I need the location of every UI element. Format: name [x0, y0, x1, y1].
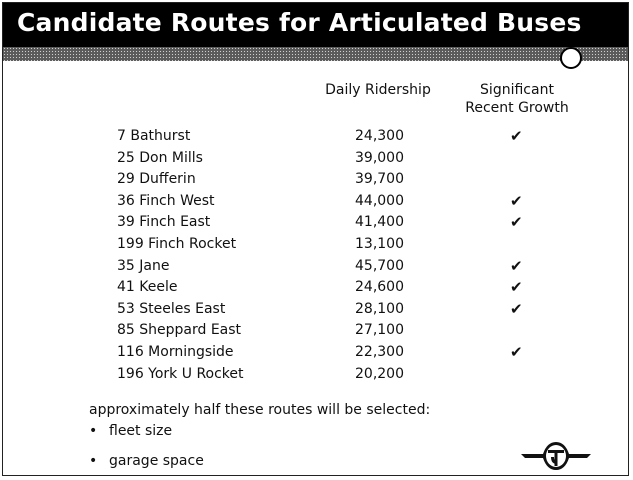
checkmark-icon: ✔ — [510, 342, 523, 361]
route-ridership: 13,100 — [355, 235, 404, 252]
title-underline-pattern — [3, 47, 628, 61]
route-row — [3, 213, 628, 235]
route-name: 36 Finch West — [117, 192, 215, 209]
route-name: 41 Keele — [117, 279, 178, 296]
route-name: 199 Finch Rocket — [117, 235, 237, 252]
route-ridership: 27,100 — [355, 322, 404, 339]
route-row — [3, 278, 628, 300]
checkmark-icon: ✔ — [510, 127, 523, 145]
route-row — [3, 365, 628, 387]
route-name: 116 Morningside — [117, 343, 234, 360]
bullet-icon: • — [89, 453, 98, 469]
route-table — [3, 127, 628, 386]
checkmark-icon: ✔ — [510, 191, 523, 210]
route-name: 85 Sheppard East — [117, 322, 242, 339]
route-row — [3, 170, 628, 192]
column-header-growth-line1: Significant — [480, 82, 554, 98]
route-row — [3, 257, 628, 279]
route-ridership: 20,200 — [355, 365, 404, 382]
route-name: 196 York U Rocket — [117, 365, 244, 382]
column-header-ridership — [313, 81, 443, 99]
checkmark-icon: ✔ — [510, 213, 523, 232]
route-name: 35 Jane — [117, 257, 170, 274]
route-ridership: 24,600 — [355, 279, 404, 296]
bullet-garage-space — [89, 452, 204, 470]
route-row — [3, 343, 628, 365]
checkmark-icon: ✔ — [510, 256, 523, 275]
route-row — [3, 192, 628, 214]
title-bar — [3, 3, 628, 47]
bullet-text: garage space — [109, 453, 204, 469]
route-row — [3, 321, 628, 343]
route-name: 25 Don Mills — [117, 149, 203, 166]
ttc-logo-icon — [521, 440, 591, 472]
route-name: 53 Steeles East — [117, 300, 226, 317]
route-ridership: 24,300 — [355, 128, 404, 144]
route-ridership: 39,000 — [355, 149, 404, 166]
selection-note: approximately half these routes will be selected: — [89, 402, 431, 418]
bullet-text: fleet size — [109, 423, 173, 439]
route-ridership: 28,100 — [355, 300, 404, 317]
route-row — [3, 300, 628, 322]
slide — [2, 2, 629, 476]
column-header-growth — [455, 81, 579, 117]
route-ridership: 41,400 — [355, 214, 404, 231]
route-name: 39 Finch East — [117, 214, 211, 231]
route-ridership: 44,000 — [355, 192, 404, 209]
column-header-growth-line2: Recent Growth — [465, 100, 569, 116]
route-name: 7 Bathurst — [117, 128, 191, 144]
route-row — [3, 149, 628, 171]
checkmark-icon: ✔ — [510, 299, 523, 318]
bullet-icon: • — [89, 423, 98, 439]
checkmark-icon: ✔ — [510, 278, 523, 297]
route-row — [3, 127, 628, 149]
slide-title: Candidate Routes for Articulated Buses — [17, 8, 582, 37]
column-header-ridership-label: Daily Ridership — [325, 82, 431, 98]
bullet-fleet-size — [89, 422, 172, 440]
route-ridership: 22,300 — [355, 343, 404, 360]
route-name: 29 Dufferin — [117, 171, 196, 188]
route-row — [3, 235, 628, 257]
route-ridership: 39,700 — [355, 171, 404, 188]
route-ridership: 45,700 — [355, 257, 404, 274]
circle-marker-icon — [560, 47, 582, 69]
